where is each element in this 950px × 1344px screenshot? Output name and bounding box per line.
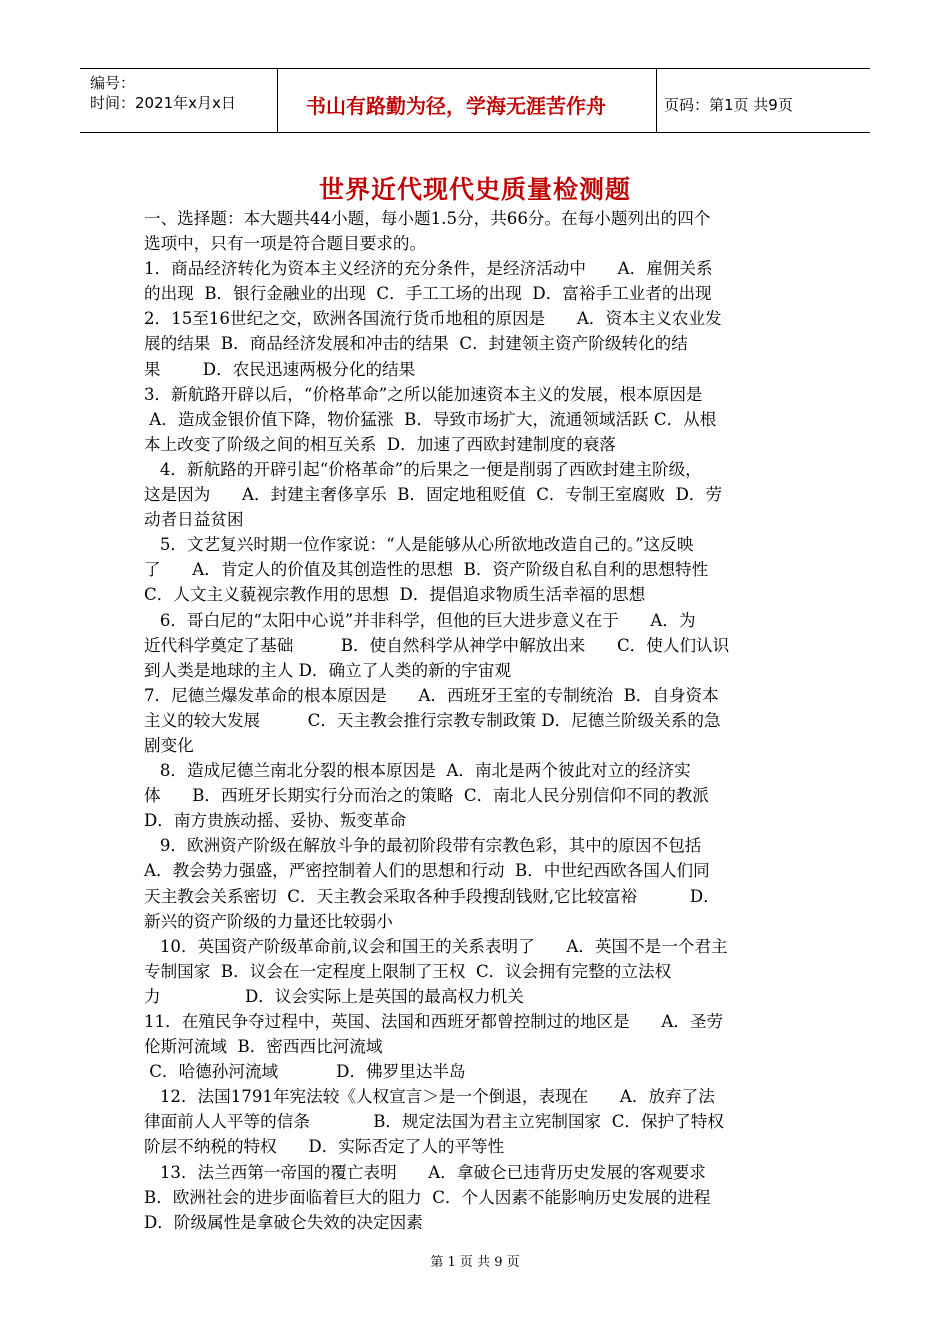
text-line: 选项中，只有一项是符合题目要求的。 (144, 234, 427, 254)
text-line: 了 A．肯定人的价值及其创造性的思想 B．资产阶级自私自利的思想特性 (144, 560, 709, 580)
header-top-rule (80, 68, 870, 69)
text-line: 3．新航路开辟以后，“价格革命”之所以能加速资本主义的发展，根本原因是 (144, 384, 703, 404)
text-line: C．哈德孙河流域 D．佛罗里达半岛 (144, 1062, 466, 1082)
header-motto: 书山有路勤为径，学海无涯苦作舟 (306, 94, 606, 118)
text-line: 9．欧洲资产阶级在解放斗争的最初阶段带有宗教色彩，其中的原因不包括 (144, 836, 702, 856)
text-line: 剧变化 (144, 735, 194, 755)
text-line: 11．在殖民争夺过程中，英国、法国和西班牙都曾控制过的地区是 A．圣劳 (144, 1012, 724, 1031)
text-line: 8．造成尼德兰南北分裂的根本原因是 A．南北是两个彼此对立的经济实 (144, 761, 691, 781)
text-line: 体 B．西班牙长期实行分而治之的策略 C．南北人民分别信仰不同的教派 (144, 786, 709, 806)
header-divider-left (277, 68, 278, 132)
text-line: 新兴的资产阶级的力量还比较弱小 (144, 911, 393, 931)
header-code-label: 编号： (90, 74, 136, 92)
text-line: 天主教会关系密切 C．天主教会采取各种手段搜刮钱财,它比较富裕 D． (144, 886, 720, 906)
text-line: 12．法国1791年宪法较《人权宣言＞是一个倒退，表现在 A．放弃了法 (144, 1087, 715, 1107)
text-line: 4．新航路的开辟引起“价格革命”的后果之一便是削弱了西欧封建主阶级， (144, 459, 702, 479)
text-line: 动者日益贫困 (144, 510, 244, 530)
text-line: A．教会势力强盛，严密控制着人们的思想和行动 B．中世纪西欧各国人们同 (144, 861, 710, 881)
text-line: 到人类是地球的主人 D．确立了人类的新的宇宙观 (144, 660, 512, 680)
question-body (144, 206, 820, 1235)
text-line: 的出现 B．银行金融业的出现 C．手工工场的出现 D．富裕手工业者的出现 (144, 284, 712, 304)
text-line: A．造成金银价值下降，物价猛涨 B．导致市场扩大，流通领域活跃 C．从根 (144, 409, 717, 429)
document-title: 世界近代现代史质量检测题 (318, 175, 631, 204)
text-line: 10．英国资产阶级革命前,议会和国王的关系表明了 A．英国不是一个君主 (144, 936, 728, 956)
text-line: 一、选择题：本大题共44小题，每小题1.5分，共66分。在每小题列出的四个 (144, 209, 711, 228)
text-line: 主义的较大发展 C．天主教会推行宗教专制政策 D．尼德兰阶级关系的急 (144, 710, 721, 730)
text-line: 阶层不纳税的特权 D．实际否定了人的平等性 (144, 1137, 505, 1157)
header-divider-right (656, 68, 657, 132)
text-line: 5．文艺复兴时期一位作家说：“人是能够从心所欲地改造自己的。”这反映 (144, 535, 694, 555)
text-line: 专制国家 B．议会在一定程度上限制了王权 C．议会拥有完整的立法权 (144, 961, 672, 981)
header-page-info: 页码：第1页 共9页 (664, 96, 793, 114)
text-line: 7．尼德兰爆发革命的根本原因是 A．西班牙王室的专制统治 B．自身资本 (144, 685, 719, 705)
header-date-label: 时间：2021年x月x日 (90, 94, 236, 112)
text-line: 律面前人人平等的信条 B．规定法国为君主立宪制国家 C．保护了特权 (144, 1112, 724, 1132)
text-line: 展的结果 B．商品经济发展和冲击的结果 C．封建领主资产阶级转化的结 (144, 334, 688, 354)
text-line: B．欧洲社会的进步面临着巨大的阻力 C．个人因素不能影响历史发展的进程 (144, 1187, 711, 1207)
text-line: D．阶级属性是拿破仑失效的决定因素 (144, 1212, 423, 1232)
text-line: 近代科学奠定了基础 B．使自然科学从神学中解放出来 C．使人们认识 (144, 635, 730, 655)
text-line: 伦斯河流域 B．密西西比河流域 (144, 1037, 383, 1057)
header-bottom-rule (80, 132, 870, 133)
page-footer-number: 第 1 页 共 9 页 (430, 1255, 520, 1270)
text-line: C．人文主义藐视宗教作用的思想 D．提倡追求物质生活幸福的思想 (144, 585, 646, 605)
text-line: 2．15至16世纪之交，欧洲各国流行货币地租的原因是 A．资本主义农业发 (144, 309, 722, 329)
text-line: 6．哥白尼的“太阳中心说”并非科学，但他的巨大进步意义在于 A．为 (144, 610, 696, 630)
text-line: 力 D．议会实际上是英国的最高权力机关 (144, 986, 524, 1006)
text-line: 本上改变了阶级之间的相互关系 D．加速了西欧封建制度的衰落 (144, 434, 616, 454)
text-line: 13．法兰西第一帝国的覆亡表明 A．拿破仑已违背历史发展的客观要求 (144, 1162, 706, 1182)
text-line: 果 D．农民迅速两极分化的结果 (144, 359, 416, 379)
text-line: 这是因为 A．封建主奢侈享乐 B．固定地租贬值 C．专制王室腐败 D．劳 (144, 485, 723, 505)
text-line: D．南方贵族动摇、妥协、叛变革命 (144, 811, 407, 831)
text-line: 1．商品经济转化为资本主义经济的充分条件，是经济活动中 A．雇佣关系 (144, 259, 713, 279)
